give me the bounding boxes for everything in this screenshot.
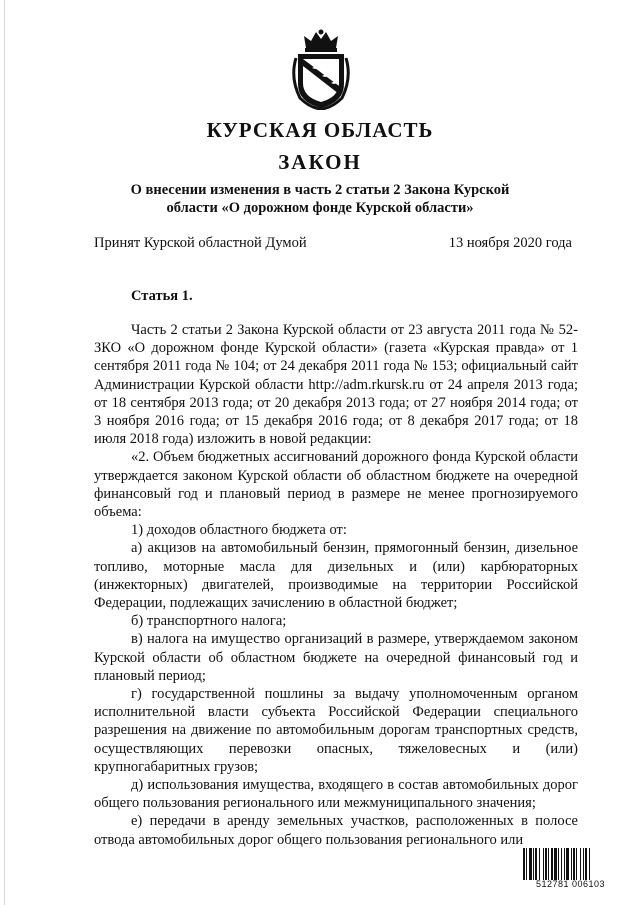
document-barcode	[523, 848, 618, 888]
article-heading: Статья 1.	[131, 288, 193, 304]
region-title: КУРСКАЯ ОБЛАСТЬ	[206, 118, 434, 142]
adoption-date: 13 ноября 2020 года	[448, 235, 572, 251]
article-paragraph: 1) доходов областного бюджета от:	[131, 522, 347, 539]
article-paragraph: в) налога на имущество организаций в размере, утверждаемом законом Курской области об областном бюджете на очередной финансовый год и плановый период;	[94, 631, 578, 684]
law-subject-heading: О внесении изменения в часть 2 статьи 2 Закона Курской области «О дорожном фонде Курской области»	[130, 182, 510, 216]
barcode-bar	[590, 848, 591, 880]
article-paragraph: е) передачи в аренду земельных участков, расположенных в полосе отвода автомобильных дорог общего пользования регионального или	[94, 813, 578, 848]
article-paragraph: д) использования имущества, входящего в состав автомобильных дорог общего пользования регионального или межмуниципального значения;	[94, 777, 578, 812]
article-paragraph: г) государственной пошлины за выдачу уполномоченным органом исполнительной власти субъекта Российской Федерации специального разрешения на движение по автомобильным дорогам транспортных средств, осуществляющих перевозки опасных, тяжеловесных и (или) крупногабаритных грузов;	[94, 686, 578, 775]
barcode-number: 512781 006103	[535, 879, 606, 889]
kursk-coat-of-arms-icon	[290, 28, 352, 110]
article-paragraph: б) транспортного налога;	[131, 613, 287, 630]
article-paragraph: а) акцизов на автомобильный бензин, прямогонный бензин, дизельное топливо, моторные масла для дизельных и (или) карбюраторных (инжекторных) двигателей, производимые на территории Российской Федерации, подлежащих зачислению в областной бюджет;	[94, 540, 578, 612]
article-paragraph: Часть 2 статьи 2 Закона Курской области от 23 августа 2011 года № 52-ЗКО «О дорожном фонде Курской области» (газета «Курская правда» от 1 сентября 2011 года № 104; от 24 декабря 2011 года № 153; официальный сайт Администрации Курской области http://adm.rkursk.ru от 24 апреля 2013 года; от 18 сентября 2013 года; от 20 декабря 2013 года; от 27 ноября 2014 года; от 3 ноября 2016 года; от 15 декабря 2016 года; от 8 декабря 2017 года; от 18 июля 2018 года) изложить в новой редакции:	[94, 322, 578, 448]
document-type-title: ЗАКОН	[278, 150, 362, 174]
barcode-bars	[523, 848, 618, 880]
article-body	[94, 321, 578, 849]
adopted-by-text: Принят Курской областной Думой	[94, 235, 307, 251]
article-paragraph: «2. Объем бюджетных ассигнований дорожного фонда Курской области утверждается законом Курской области об областном бюджете на очередной финансовый год и плановый период в размере не менее прогнозируемого объема:	[94, 449, 578, 521]
